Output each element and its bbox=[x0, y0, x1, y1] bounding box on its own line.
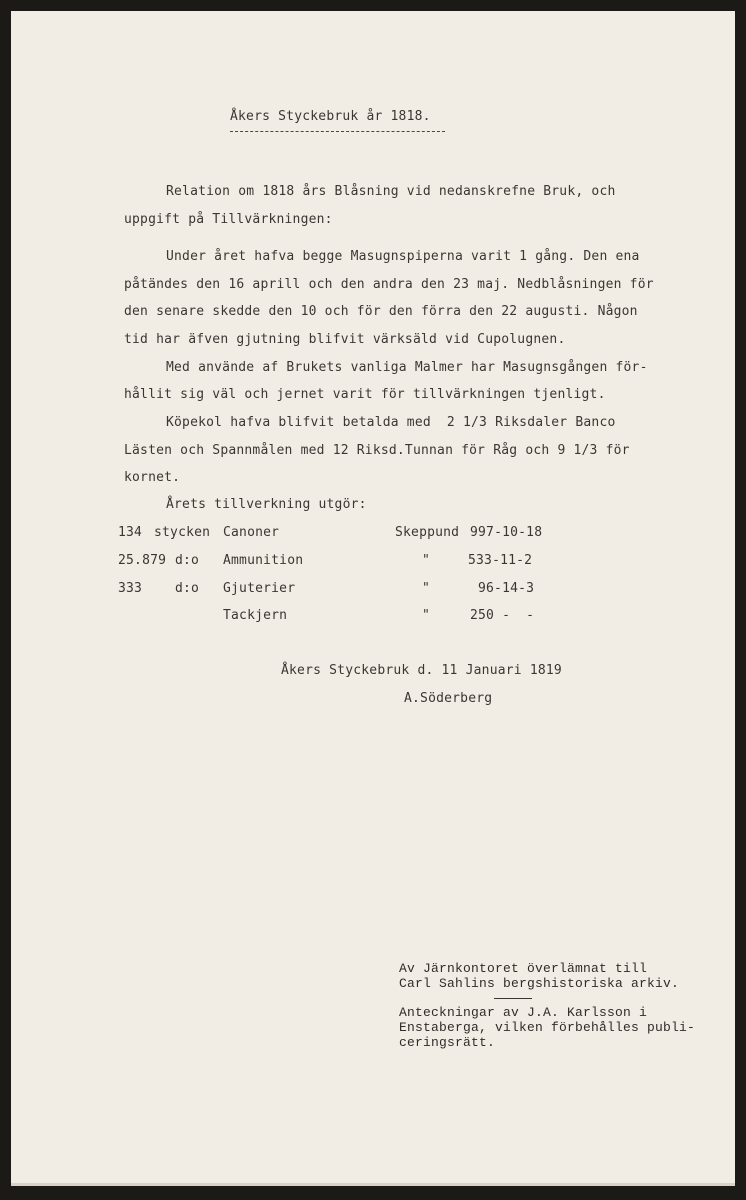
row-measure: " bbox=[422, 553, 431, 568]
row-item: Ammunition bbox=[223, 553, 304, 568]
row-qty: 333 bbox=[118, 581, 143, 596]
archive-note-line-4: Enstaberga, vilken förbehålles publi- bbox=[399, 1020, 696, 1035]
document-page bbox=[11, 11, 735, 1186]
row-unit: d:o bbox=[175, 581, 200, 596]
paragraph3-line-2: Lästen och Spannmålen med 12 Riksd.Tunnan för Råg och 9 1/3 för bbox=[124, 443, 630, 458]
paragraph1-line-1: Under året hafva begge Masugnspiperna varit 1 gång. Den ena bbox=[166, 249, 640, 264]
intro-line-2: uppgift på Tillvärkningen: bbox=[124, 212, 333, 227]
production-heading: Årets tillverkning utgör: bbox=[166, 497, 367, 512]
place-date: Åkers Styckebruk d. 11 Januari 1819 bbox=[281, 663, 562, 678]
paragraph1-line-2: påtändes den 16 aprill och den andra den 23 maj. Nedblåsningen för bbox=[124, 277, 654, 292]
paragraph2-line-2: hållit sig väl och jernet varit för tillvärkningen tjenligt. bbox=[124, 387, 606, 402]
row-amount: 533-11-2 bbox=[468, 553, 533, 568]
row-item: Canoner bbox=[223, 525, 280, 540]
row-qty: 25.879 bbox=[118, 553, 167, 568]
archive-note-line-5: ceringsrätt. bbox=[399, 1035, 496, 1050]
paragraph1-line-3: den senare skedde den 10 och för den förra den 22 augusti. Någon bbox=[124, 304, 638, 319]
page-bottom-edge bbox=[11, 1183, 735, 1186]
row-amount: 96-14-3 bbox=[478, 581, 535, 596]
row-amount: 997-10-18 bbox=[470, 525, 543, 540]
row-item: Tackjern bbox=[223, 608, 288, 623]
row-qty: 134 bbox=[118, 525, 143, 540]
paragraph3-line-3: kornet. bbox=[124, 470, 181, 485]
archive-note-line-3: Anteckningar av J.A. Karlsson i bbox=[399, 1005, 648, 1020]
paragraph2-line-1: Med använde af Brukets vanliga Malmer har Masugnsgången för- bbox=[166, 360, 648, 375]
paragraph1-line-4: tid har äfven gjutning blifvit värksäld vid Cupolugnen. bbox=[124, 332, 566, 347]
document-title: Åkers Styckebruk år 1818. bbox=[230, 109, 431, 124]
archive-note-line-1: Av Järnkontoret överlämnat till bbox=[399, 961, 648, 976]
note-divider bbox=[494, 998, 532, 999]
title-underline bbox=[230, 131, 445, 132]
intro-line-1: Relation om 1818 års Blåsning vid nedanskrefne Bruk, och bbox=[166, 184, 616, 199]
signature: A.Söderberg bbox=[404, 691, 493, 706]
row-measure: Skeppund bbox=[395, 525, 460, 540]
row-unit: d:o bbox=[175, 553, 200, 568]
row-amount: 250 - - bbox=[470, 608, 535, 623]
row-measure: " bbox=[422, 608, 431, 623]
row-unit: stycken bbox=[154, 525, 211, 540]
row-measure: " bbox=[422, 581, 431, 596]
row-item: Gjuterier bbox=[223, 581, 296, 596]
paragraph3-line-1: Köpekol hafva blifvit betalda med 2 1/3 Riksdaler Banco bbox=[166, 415, 616, 430]
archive-note-line-2: Carl Sahlins bergshistoriska arkiv. bbox=[399, 976, 680, 991]
